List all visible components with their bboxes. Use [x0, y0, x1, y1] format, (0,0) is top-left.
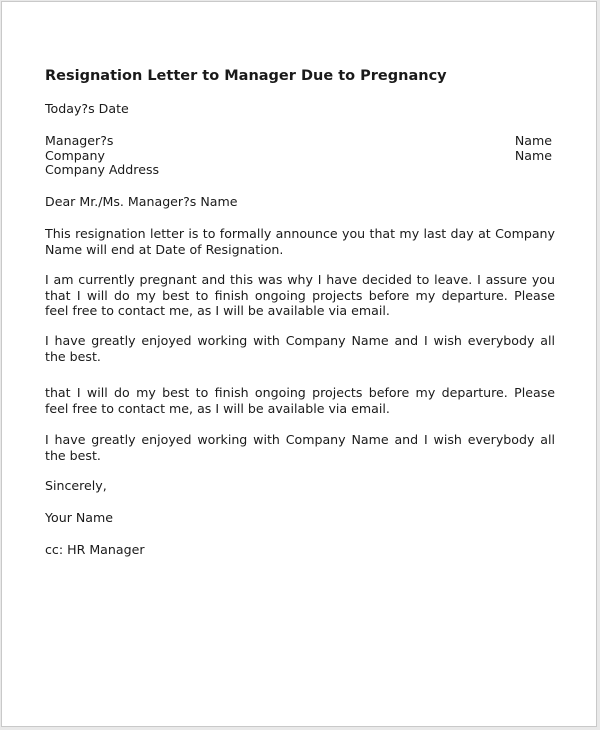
recipient-address: Company Address [45, 162, 160, 177]
paragraph-line: This resignation letter is to formally announce you that my last day at Company [45, 226, 555, 241]
paragraph-line: Name will end at Date of Resignation. [45, 241, 284, 257]
paragraph-1 [45, 226, 555, 257]
paragraph-line: I have greatly enjoyed working with Company Name and I wish everybody all [45, 432, 555, 447]
paragraph-3 [45, 333, 555, 364]
document-title: Resignation Letter to Manager Due to Pregnancy [45, 68, 447, 84]
paragraph-line: I have greatly enjoyed working with Company Name and I wish everybody all [45, 333, 555, 348]
recipient-line-2-right: Name [514, 148, 552, 163]
cc-line: cc: HR Manager [45, 542, 145, 557]
paragraph-2 [45, 272, 555, 319]
paragraph-line: the best. [45, 348, 101, 364]
closing: Sincerely, [45, 478, 107, 493]
date-line: Today?s Date [45, 101, 129, 116]
paragraph-line: the best. [45, 447, 101, 463]
letter-page [1, 1, 597, 727]
paragraph-line: that I will do my best to finish ongoing projects before my departure. Please [45, 287, 555, 303]
paragraph-line: feel free to contact me, as I will be available via email. [45, 400, 390, 416]
paragraph-4 [45, 385, 555, 416]
paragraph-line: I am currently pregnant and this was why I have decided to leave. I assure you [45, 272, 555, 287]
paragraph-line: that I will do my best to finish ongoing projects before my departure. Please [45, 385, 555, 400]
paragraph-5 [45, 432, 555, 463]
paragraph-line: feel free to contact me, as I will be available via email. [45, 303, 390, 318]
recipient-line-1-right: Name [514, 133, 552, 148]
signature-name: Your Name [45, 510, 114, 525]
recipient-line-2: Company [45, 148, 105, 163]
recipient-line-1: Manager?s [45, 133, 114, 148]
salutation: Dear Mr./Ms. Manager?s Name [45, 194, 238, 209]
